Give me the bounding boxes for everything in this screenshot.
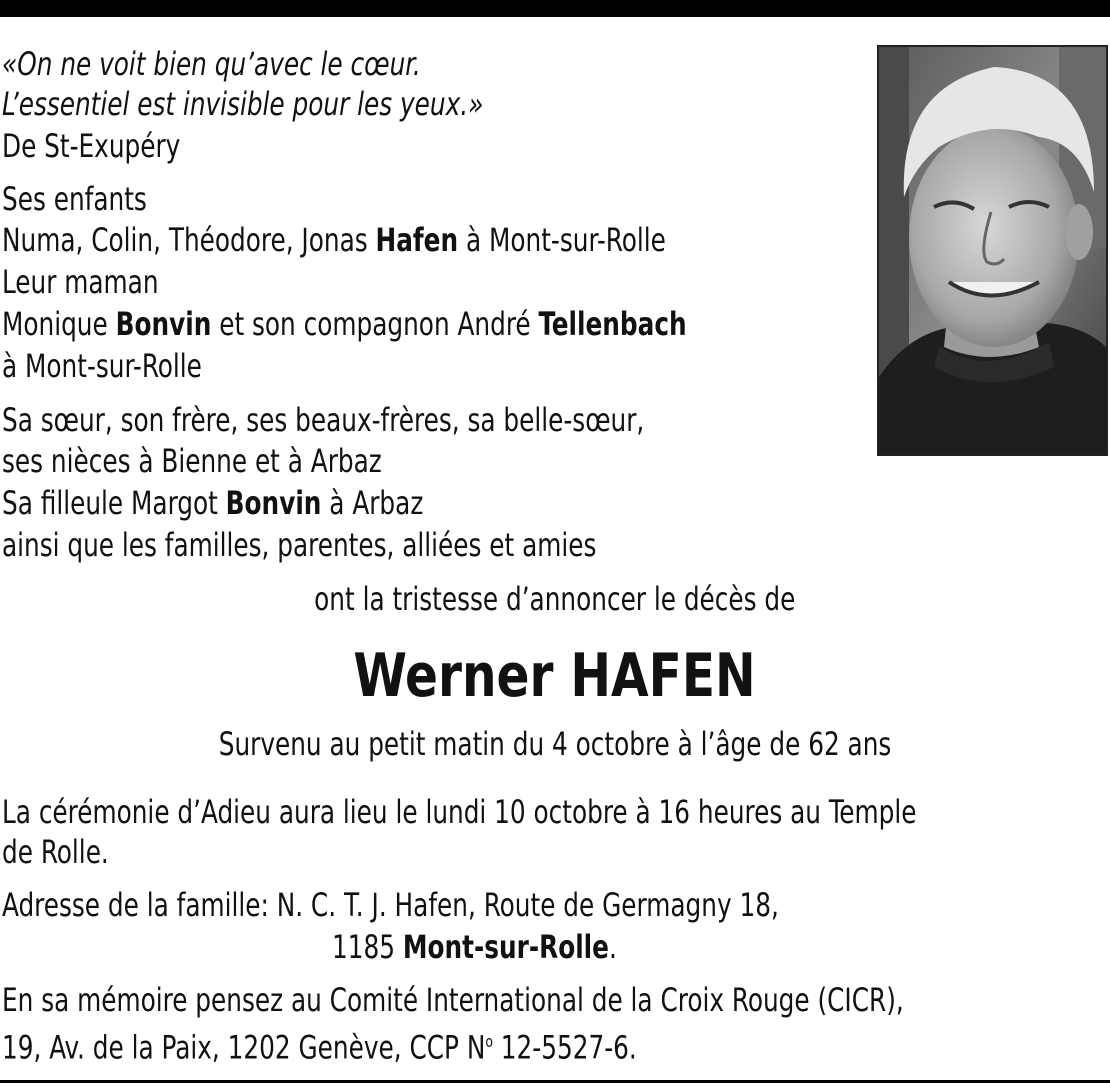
quote-line-1: «On ne voit bien qu’avec le cœur.	[2, 45, 421, 83]
quote-line-2: L’essentiel est invisible pour les yeux.»	[2, 85, 484, 123]
bottom-border-rule	[0, 1080, 1110, 1083]
address-line-2	[332, 927, 617, 967]
mother-line	[2, 304, 687, 344]
companion-surname: Tellenbach	[538, 305, 687, 343]
memorial-line-2	[2, 1022, 637, 1068]
children-names: Numa, Colin, Théodore, Jonas	[2, 221, 368, 259]
portrait-photo	[877, 45, 1108, 456]
companion-text: et son compagnon André	[219, 305, 531, 343]
death-info	[0, 724, 1110, 764]
goddaughter-surname: Bonvin	[225, 484, 322, 522]
deceased-name-text: Werner HAFEN	[353, 641, 757, 711]
address-city: Mont-sur-Rolle	[402, 928, 609, 966]
top-border-rule	[0, 0, 1110, 17]
memorial-line-1: En sa mémoire pensez au Comité International de la Croix Rouge (CICR),	[2, 981, 904, 1019]
children-place: à Mont-sur-Rolle	[465, 221, 666, 259]
mother-first-name: Monique	[2, 305, 108, 343]
announcement-text	[0, 579, 1110, 619]
portrait-icon	[879, 47, 1106, 454]
children-surname: Hafen	[375, 221, 459, 259]
mother-place: à Mont-sur-Rolle	[2, 347, 202, 385]
goddaughter-first: Sa filleule Margot	[2, 484, 218, 522]
address-label: Adresse de la famille:	[2, 886, 269, 924]
memorial-line-2-start: 19, Av. de la Paix, 1202 Genève, CCP N	[2, 1028, 486, 1067]
mother-surname: Bonvin	[115, 305, 212, 343]
ceremony-line-1: La cérémonie d’Adieu aura lieu le lundi 10 octobre à 16 heures au Temple	[2, 793, 917, 831]
address-street: N. C. T. J. Hafen, Route de Germagny 18,	[276, 886, 779, 924]
others-line: ainsi que les familles, parentes, alliées et amies	[2, 526, 597, 564]
address-end: .	[608, 928, 617, 966]
death-info-text: Survenu au petit matin du 4 octobre à l’âge de 62 ans	[218, 725, 892, 763]
memorial-line-2-end: 12-5527-6.	[500, 1028, 637, 1067]
ceremony-line-2: de Rolle.	[2, 833, 109, 871]
mother-heading: Leur maman	[2, 263, 159, 301]
goddaughter-place: à Arbaz	[329, 484, 424, 522]
memorial-numero-sup: o	[485, 1032, 493, 1051]
deceased-name	[0, 638, 1110, 714]
address-line-1	[2, 885, 779, 925]
quote-author: De St-Exupéry	[2, 127, 181, 165]
siblings-line-2: ses nièces à Bienne et à Arbaz	[2, 442, 382, 480]
address-postcode: 1185	[332, 928, 395, 966]
siblings-line-1: Sa sœur, son frère, ses beaux-frères, sa belle-sœur,	[2, 401, 645, 439]
children-line	[2, 220, 666, 260]
children-heading: Ses enfants	[2, 180, 147, 218]
announcement-text-span: ont la tristesse d’annoncer le décès de	[314, 580, 796, 618]
goddaughter-line	[2, 483, 423, 523]
